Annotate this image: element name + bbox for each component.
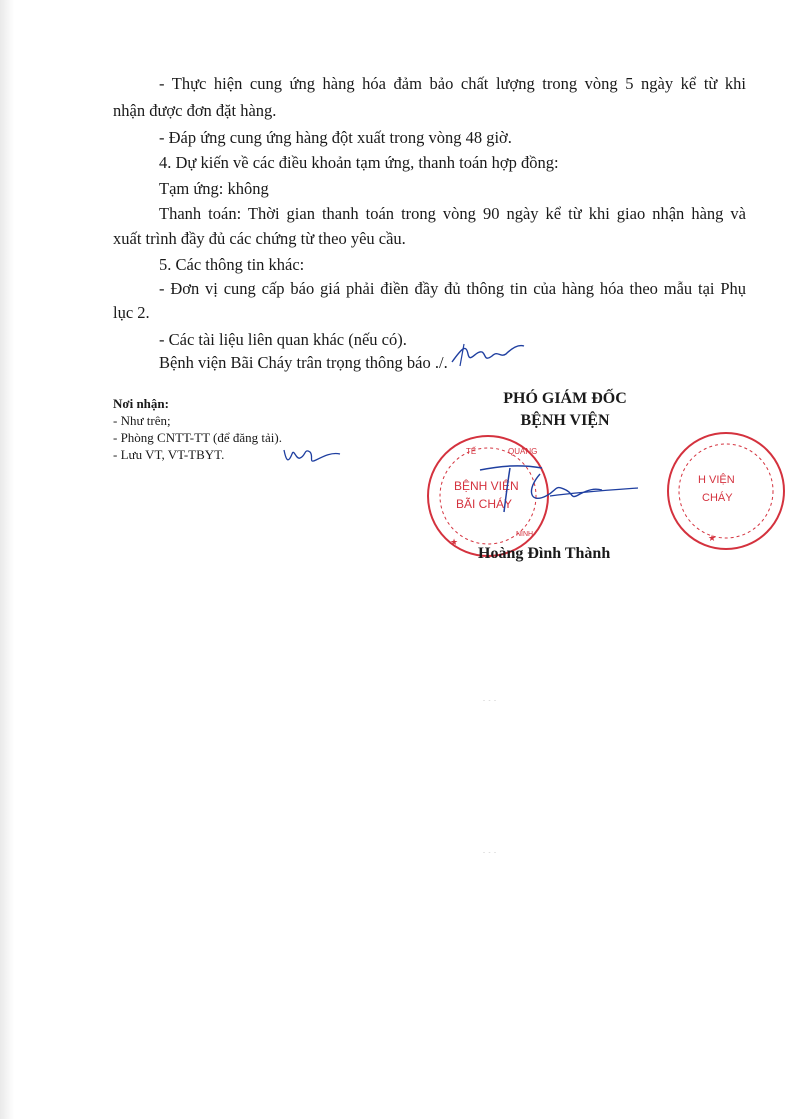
seal-ring-text-right: QUẢNG [508,447,538,456]
recipients-block [113,395,282,463]
payment-line2: xuất trình đầy đủ các chứng từ theo yêu cầu. [113,229,406,248]
para1-line2: nhận được đơn đặt hàng. [113,101,277,120]
seal-text-line1: BỆNH VIỆN [454,479,519,493]
director-signature-icon [470,460,640,520]
other-info-line1: - Đơn vị cung cấp báo giá phải điền đầy đủ thông tin của hàng hóa theo mẫu tại Phụ [159,279,746,298]
seal-text-line2: BÃI CHÁY [456,497,513,511]
para1-line1: - Thực hiện cung ứng hàng hóa đảm bảo chất lượng trong vòng 5 ngày kể từ khi [159,74,746,93]
recipient-item: - Lưu VT, VT-TBYT. [113,447,225,462]
advance-payment: Tạm ứng: không [159,179,269,198]
signer-name: Hoàng Đình Thành [478,545,611,562]
initial-signature-icon [280,442,344,470]
other-info-2: - Các tài liệu liên quan khác (nếu có). [159,330,407,349]
other-info-line2: lục 2. [113,303,150,322]
svg-text:★: ★ [708,533,717,543]
section4-heading: 4. Dự kiến về các điều khoản tạm ứng, thanh toán hợp đồng: [159,153,559,172]
section5-heading: 5. Các thông tin khác: [159,255,305,274]
signature-title-line1: PHÓ GIÁM ĐỐC [503,390,627,407]
partial-seal-text-line2: CHÁY [702,492,733,504]
closing-line: Bệnh viện Bãi Cháy trân trọng thông báo ./. [159,353,448,372]
partial-seal-icon [660,425,800,555]
seal-ring-text-left: TẾ [466,447,477,456]
scan-speck: - - - [483,850,497,856]
scan-speck: - - - [483,698,497,704]
partial-seal-text-line1: H VIỆN [698,474,735,486]
signature-title-line2: BỆNH VIỆN [520,412,610,429]
payment-line1: Thanh toán: Thời gian thanh toán trong vòng 90 ngày kể từ khi giao nhận hàng và [159,204,746,223]
svg-text:★: ★ [450,537,459,547]
recipients-heading: Nơi nhận: [113,396,169,411]
scan-shadow [0,0,14,1119]
seal-ring-text-bottom: NINH [516,531,534,538]
recipient-item: - Phòng CNTT-TT (để đăng tải). [113,430,282,445]
para2: - Đáp ứng cung ứng hàng đột xuất trong vòng 48 giờ. [159,128,512,147]
initial-signature-icon [448,340,528,370]
recipient-item: - Như trên; [113,413,171,428]
